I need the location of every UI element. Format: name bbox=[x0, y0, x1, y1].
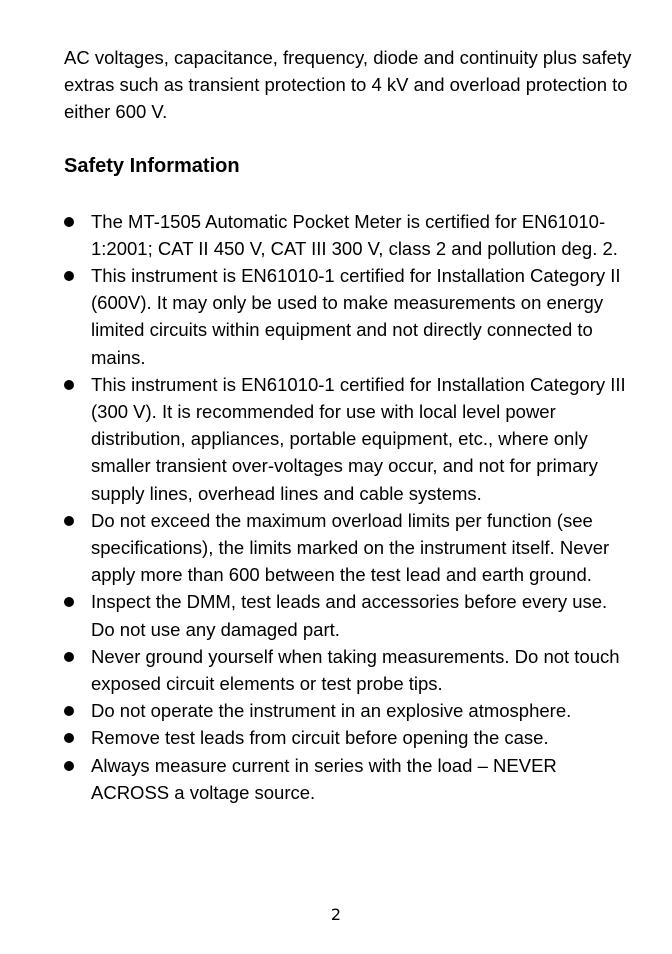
list-item bbox=[64, 371, 634, 507]
bullet-icon bbox=[64, 706, 74, 716]
list-item-text: Remove test leads from circuit before opening the case. bbox=[91, 727, 549, 749]
list-item bbox=[64, 507, 634, 589]
list-item bbox=[64, 697, 634, 724]
list-item bbox=[64, 752, 634, 806]
safety-bullet-list bbox=[64, 208, 634, 806]
list-item bbox=[64, 262, 634, 371]
list-item-text: This instrument is EN61010-1 certified for Installation Category III (300 V). It is recommended for use with local level power distribution, appliances, portable equipment, etc., where only smaller transient over-voltages may occur, and not for primary supply lines, overhead lines and cable systems. bbox=[91, 373, 626, 504]
list-item bbox=[64, 208, 634, 262]
page-number: 2 bbox=[330, 905, 342, 924]
list-item-text: Inspect the DMM, test leads and accessories before every use. Do not use any damaged part. bbox=[91, 591, 608, 640]
list-item-text: This instrument is EN61010-1 certified for Installation Category II (600V). It may only be used to make measurements on energy limited circuits within equipment and not directly connected to mains. bbox=[91, 265, 621, 368]
list-item-text: The MT-1505 Automatic Pocket Meter is certified for EN61010-1:2001; CAT II 450 V, CAT III 300 V, class 2 and pollution deg. 2. bbox=[91, 210, 618, 259]
bullet-icon bbox=[64, 597, 74, 607]
list-item bbox=[64, 643, 634, 697]
bullet-icon bbox=[64, 380, 74, 390]
list-item-text: Never ground yourself when taking measurements. Do not touch exposed circuit elements or test probe tips. bbox=[91, 645, 620, 695]
section-heading: Safety Information bbox=[64, 154, 240, 177]
list-item bbox=[64, 588, 634, 642]
bullet-icon bbox=[64, 516, 74, 526]
bullet-icon bbox=[64, 217, 74, 227]
list-item-text: Do not exceed the maximum overload limits per function (see specifications), the limits marked on the instrument itself. Never apply more than 600 between the test lead and earth ground. bbox=[91, 509, 610, 586]
bullet-icon bbox=[64, 761, 74, 771]
bullet-icon bbox=[64, 271, 74, 281]
list-item-text: Do not operate the instrument in an explosive atmosphere. bbox=[91, 700, 572, 722]
list-item bbox=[64, 724, 634, 751]
bullet-icon bbox=[64, 652, 74, 662]
document-page bbox=[64, 44, 634, 806]
list-item-text: Always measure current in series with the load – NEVER ACROSS a voltage source. bbox=[91, 754, 557, 803]
bullet-icon bbox=[64, 733, 74, 743]
intro-paragraph: AC voltages, capacitance, frequency, diode and continuity plus safety extras such as transient protection to 4 kV and overload protection to either 600 V. bbox=[64, 47, 632, 123]
